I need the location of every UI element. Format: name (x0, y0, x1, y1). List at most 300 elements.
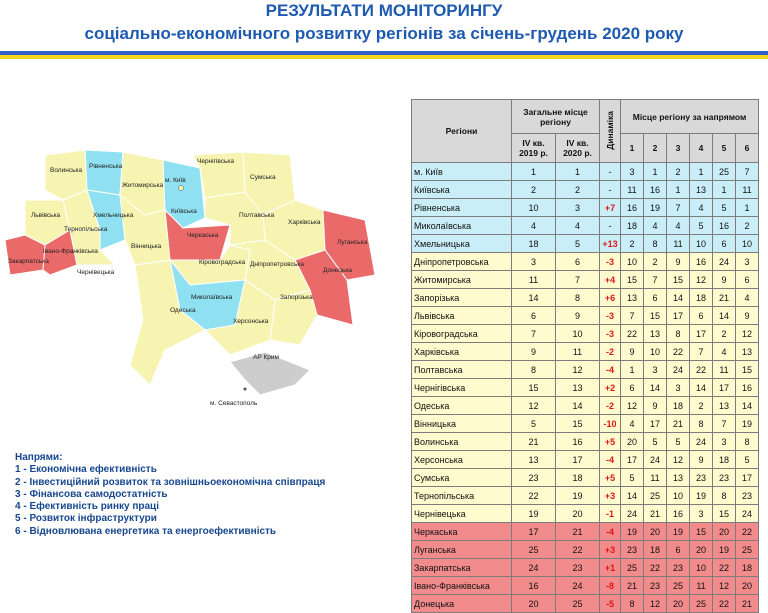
direction-3-cell: 2 (667, 163, 690, 181)
page-title: РЕЗУЛЬТАТИ МОНІТОРИНГУ (265, 1, 503, 20)
direction-1-cell: 15 (621, 271, 644, 289)
direction-4-cell: 15 (690, 523, 713, 541)
direction-3-cell: 6 (667, 541, 690, 559)
direction-5-cell: 20 (713, 523, 736, 541)
label-lvivska: Львівська (31, 212, 61, 219)
rank-2019-cell: 2 (512, 181, 556, 199)
direction-3-cell: 21 (667, 415, 690, 433)
direction-6-cell: 2 (736, 217, 759, 235)
col-header-dynamics (600, 100, 621, 163)
direction-6-cell: 13 (736, 343, 759, 361)
direction-3-cell: 24 (667, 361, 690, 379)
direction-3-cell: 4 (667, 217, 690, 235)
rank-2020-cell: 15 (556, 415, 600, 433)
region-name-cell: Рівненська (412, 199, 512, 217)
rank-2019-cell: 6 (512, 307, 556, 325)
region-name-cell: Донецька (412, 595, 512, 613)
rank-2019-cell: 16 (512, 577, 556, 595)
ranking-table-wrapper (411, 99, 759, 613)
direction-4-cell: 18 (690, 289, 713, 307)
region-name-cell: Хмельницька (412, 235, 512, 253)
direction-5-cell: 13 (713, 397, 736, 415)
table-row (412, 307, 759, 325)
table-row (412, 577, 759, 595)
rank-2019-cell: 19 (512, 505, 556, 523)
direction-6-cell: 23 (736, 487, 759, 505)
rank-2020-cell: 14 (556, 397, 600, 415)
direction-2-cell: 4 (644, 217, 667, 235)
region-name-cell: Одеська (412, 397, 512, 415)
direction-2-cell: 14 (644, 379, 667, 397)
dynamics-label: Динаміка (605, 110, 615, 150)
direction-4-cell: 8 (690, 415, 713, 433)
dynamics-cell: -2 (600, 397, 621, 415)
dynamics-cell: +1 (600, 559, 621, 577)
direction-3-cell: 8 (667, 325, 690, 343)
dynamics-cell: -8 (600, 577, 621, 595)
page-subtitle: соціально-економічного розвитку регіонів за січень-грудень 2020 року (84, 24, 684, 43)
direction-5-cell: 18 (713, 451, 736, 469)
direction-1-cell: 10 (621, 253, 644, 271)
rank-2020-cell: 7 (556, 271, 600, 289)
direction-4-cell: 24 (690, 433, 713, 451)
direction-1-cell: 18 (621, 217, 644, 235)
label-zaporizka: Запорізька (280, 294, 313, 301)
direction-3-cell: 19 (667, 523, 690, 541)
direction-2-cell: 5 (644, 433, 667, 451)
rank-2020-cell: 19 (556, 487, 600, 505)
direction-1-cell: 17 (621, 451, 644, 469)
table-row (412, 523, 759, 541)
direction-4-cell: 23 (690, 469, 713, 487)
col-header-d4: 4 (690, 134, 713, 163)
direction-3-cell: 15 (667, 271, 690, 289)
col-header-overall: Загальне місце регіону (512, 100, 600, 134)
region-name-cell: Закарпатська (412, 559, 512, 577)
label-donetska: Донецька (323, 267, 353, 274)
direction-5-cell: 12 (713, 577, 736, 595)
direction-1-cell: 9 (621, 343, 644, 361)
direction-3-cell: 10 (667, 487, 690, 505)
direction-2-cell: 6 (644, 289, 667, 307)
rank-2020-cell: 25 (556, 595, 600, 613)
rank-2020-cell: 10 (556, 325, 600, 343)
rank-2020-cell: 13 (556, 379, 600, 397)
region-name-cell: Дніпропетровська (412, 253, 512, 271)
direction-6-cell: 19 (736, 415, 759, 433)
direction-5-cell: 4 (713, 343, 736, 361)
table-row (412, 469, 759, 487)
rank-2019-cell: 10 (512, 199, 556, 217)
direction-2-cell: 22 (644, 559, 667, 577)
direction-5-cell: 5 (713, 199, 736, 217)
direction-3-cell: 12 (667, 451, 690, 469)
direction-2-cell: 24 (644, 451, 667, 469)
label-ivanofrankivska: Івано-Франківська (43, 248, 98, 255)
region-name-cell: Кіровоградська (412, 325, 512, 343)
direction-6-cell: 12 (736, 325, 759, 343)
col-header-d1: 1 (621, 134, 644, 163)
direction-5-cell: 3 (713, 433, 736, 451)
col-header-regions: Регіони (412, 100, 512, 163)
direction-5-cell: 24 (713, 253, 736, 271)
label-kyiv: м. Київ (165, 177, 186, 184)
region-name-cell: Тернопільська (412, 487, 512, 505)
direction-4-cell: 16 (690, 253, 713, 271)
direction-3-cell: 25 (667, 577, 690, 595)
direction-2-cell: 21 (644, 505, 667, 523)
label-kirovohradska: Кіровоградська (199, 259, 246, 266)
label-cherkaska: Черкаська (187, 232, 219, 239)
rank-2020-cell: 16 (556, 433, 600, 451)
direction-5-cell: 16 (713, 217, 736, 235)
col-header-d3: 3 (667, 134, 690, 163)
dynamics-cell: +3 (600, 487, 621, 505)
rank-2020-cell: 20 (556, 505, 600, 523)
direction-3-cell: 16 (667, 505, 690, 523)
direction-4-cell: 7 (690, 343, 713, 361)
direction-4-cell: 17 (690, 325, 713, 343)
direction-3-cell: 23 (667, 559, 690, 577)
sevastopol-marker (244, 388, 247, 391)
direction-2-cell: 23 (644, 577, 667, 595)
direction-2-cell: 18 (644, 541, 667, 559)
direction-6-cell: 5 (736, 451, 759, 469)
rank-2020-cell: 24 (556, 577, 600, 595)
label-odeska: Одеська (170, 307, 196, 314)
direction-6-cell: 1 (736, 199, 759, 217)
region-name-cell: Івано-Франківська (412, 577, 512, 595)
direction-1-cell: 23 (621, 541, 644, 559)
dynamics-cell: +7 (600, 199, 621, 217)
direction-6-cell: 16 (736, 379, 759, 397)
col-header-d6: 6 (736, 134, 759, 163)
direction-6-cell: 6 (736, 271, 759, 289)
label-zhytomyrska: Житомирська (122, 182, 164, 189)
direction-1-cell: 13 (621, 289, 644, 307)
direction-5-cell: 1 (713, 181, 736, 199)
region-name-cell: Харківська (412, 343, 512, 361)
region-name-cell: м. Київ (412, 163, 512, 181)
table-row (412, 415, 759, 433)
rank-2020-cell: 3 (556, 199, 600, 217)
label-ternopilska: Тернопільська (64, 226, 108, 233)
table-row (412, 235, 759, 253)
direction-2-cell: 2 (644, 253, 667, 271)
direction-5-cell: 7 (713, 415, 736, 433)
direction-1-cell: 25 (621, 559, 644, 577)
region-name-cell: Миколаївська (412, 217, 512, 235)
label-poltavska: Полтавська (239, 212, 275, 219)
kyiv-city-marker[interactable] (179, 186, 184, 191)
dynamics-cell: +13 (600, 235, 621, 253)
legend-item-6: 6 - Відновлювана енергетика та енергоефективність (15, 525, 277, 537)
dynamics-cell: - (600, 163, 621, 181)
region-name-cell: Житомирська (412, 271, 512, 289)
dynamics-cell: +5 (600, 433, 621, 451)
table-row (412, 325, 759, 343)
rank-2020-cell: 11 (556, 343, 600, 361)
table-row (412, 343, 759, 361)
direction-6-cell: 20 (736, 577, 759, 595)
label-kharkivska: Харківська (288, 219, 321, 226)
table-row (412, 271, 759, 289)
rank-2020-cell: 21 (556, 523, 600, 541)
table-row (412, 505, 759, 523)
direction-1-cell: 8 (621, 595, 644, 613)
direction-1-cell: 3 (621, 163, 644, 181)
region-name-cell: Вінницька (412, 415, 512, 433)
dynamics-cell: +4 (600, 271, 621, 289)
dynamics-cell: +6 (600, 289, 621, 307)
direction-6-cell: 18 (736, 559, 759, 577)
rank-2019-cell: 13 (512, 451, 556, 469)
direction-5-cell: 9 (713, 271, 736, 289)
direction-2-cell: 3 (644, 361, 667, 379)
dynamics-cell: +5 (600, 469, 621, 487)
direction-4-cell: 2 (690, 397, 713, 415)
dynamics-cell: - (600, 217, 621, 235)
rank-2019-cell: 11 (512, 271, 556, 289)
direction-6-cell: 9 (736, 307, 759, 325)
region-name-cell: Київська (412, 181, 512, 199)
table-row (412, 253, 759, 271)
region-rivnenska[interactable] (85, 150, 123, 195)
col-header-q4-2020: IV кв. 2020 р. (556, 134, 600, 163)
direction-2-cell: 20 (644, 523, 667, 541)
legend-item-5: 5 - Розвиток інфраструктури (15, 513, 157, 525)
direction-5-cell: 14 (713, 307, 736, 325)
ukraine-map (5, 100, 405, 410)
table-row (412, 289, 759, 307)
region-name-cell: Запорізька (412, 289, 512, 307)
region-name-cell: Львівська (412, 307, 512, 325)
dynamics-cell: -2 (600, 343, 621, 361)
direction-4-cell: 4 (690, 199, 713, 217)
region-name-cell: Херсонська (412, 451, 512, 469)
direction-6-cell: 10 (736, 235, 759, 253)
table-row (412, 595, 759, 613)
table-row (412, 541, 759, 559)
label-zakarpatska: Закарпатська (8, 258, 49, 265)
region-name-cell: Чернігівська (412, 379, 512, 397)
dynamics-cell: -3 (600, 325, 621, 343)
legend-item-3: 3 - Фінансова самодостатність (15, 488, 168, 500)
rank-2020-cell: 17 (556, 451, 600, 469)
legend-item-2: 2 - Інвестиційний розвиток та зовнішньоекономічна співпраця (15, 476, 326, 488)
label-khersonska: Херсонська (233, 318, 269, 325)
direction-1-cell: 12 (621, 397, 644, 415)
rank-2020-cell: 2 (556, 181, 600, 199)
direction-5-cell: 6 (713, 235, 736, 253)
direction-3-cell: 13 (667, 469, 690, 487)
col-header-by-direction: Місце регіону за напрямом (621, 100, 759, 134)
rank-2019-cell: 7 (512, 325, 556, 343)
direction-6-cell: 25 (736, 541, 759, 559)
direction-4-cell: 13 (690, 181, 713, 199)
rank-2019-cell: 4 (512, 217, 556, 235)
direction-6-cell: 8 (736, 433, 759, 451)
label-vinnytska: Вінницька (131, 243, 162, 250)
rank-2020-cell: 22 (556, 541, 600, 559)
direction-6-cell: 24 (736, 505, 759, 523)
table-row (412, 451, 759, 469)
direction-6-cell: 17 (736, 469, 759, 487)
rank-2019-cell: 8 (512, 361, 556, 379)
direction-2-cell: 8 (644, 235, 667, 253)
table-row (412, 433, 759, 451)
region-name-cell: Луганська (412, 541, 512, 559)
direction-4-cell: 19 (690, 487, 713, 505)
direction-4-cell: 1 (690, 163, 713, 181)
table-row (412, 217, 759, 235)
direction-1-cell: 11 (621, 181, 644, 199)
label-chernihivska: Чернігівська (197, 158, 235, 165)
dynamics-cell: -4 (600, 523, 621, 541)
direction-5-cell: 19 (713, 541, 736, 559)
direction-6-cell: 7 (736, 163, 759, 181)
rank-2020-cell: 5 (556, 235, 600, 253)
dynamics-cell: -3 (600, 307, 621, 325)
direction-4-cell: 11 (690, 577, 713, 595)
direction-5-cell: 8 (713, 487, 736, 505)
region-name-cell: Чернівецька (412, 505, 512, 523)
rank-2019-cell: 22 (512, 487, 556, 505)
direction-2-cell: 25 (644, 487, 667, 505)
direction-2-cell: 17 (644, 415, 667, 433)
direction-5-cell: 2 (713, 325, 736, 343)
direction-1-cell: 6 (621, 379, 644, 397)
direction-2-cell: 10 (644, 343, 667, 361)
table-row (412, 181, 759, 199)
direction-3-cell: 1 (667, 181, 690, 199)
rank-2020-cell: 12 (556, 361, 600, 379)
rank-2019-cell: 20 (512, 595, 556, 613)
direction-5-cell: 25 (713, 163, 736, 181)
direction-3-cell: 18 (667, 397, 690, 415)
direction-4-cell: 10 (690, 559, 713, 577)
direction-3-cell: 9 (667, 253, 690, 271)
direction-4-cell: 3 (690, 505, 713, 523)
direction-2-cell: 12 (644, 595, 667, 613)
direction-1-cell: 4 (621, 415, 644, 433)
direction-3-cell: 5 (667, 433, 690, 451)
rank-2020-cell: 6 (556, 253, 600, 271)
legend (15, 452, 325, 538)
rank-2019-cell: 24 (512, 559, 556, 577)
dynamics-cell: -4 (600, 361, 621, 379)
col-header-d5: 5 (713, 134, 736, 163)
dynamics-cell: -4 (600, 451, 621, 469)
legend-item-4: 4 - Ефективність ринку праці (15, 501, 159, 513)
direction-6-cell: 4 (736, 289, 759, 307)
col-header-d2: 2 (644, 134, 667, 163)
ranking-table (411, 99, 759, 613)
rank-2020-cell: 1 (556, 163, 600, 181)
direction-5-cell: 11 (713, 361, 736, 379)
rank-2019-cell: 12 (512, 397, 556, 415)
direction-4-cell: 20 (690, 541, 713, 559)
rank-2019-cell: 25 (512, 541, 556, 559)
table-row (412, 163, 759, 181)
table-row (412, 487, 759, 505)
direction-2-cell: 16 (644, 181, 667, 199)
direction-4-cell: 12 (690, 271, 713, 289)
direction-4-cell: 5 (690, 217, 713, 235)
dynamics-cell: -5 (600, 595, 621, 613)
direction-1-cell: 20 (621, 433, 644, 451)
label-chernivetska: Чернівецька (77, 269, 115, 276)
flag-stripe-yellow (0, 55, 768, 59)
dynamics-cell: +3 (600, 541, 621, 559)
direction-1-cell: 2 (621, 235, 644, 253)
direction-1-cell: 1 (621, 361, 644, 379)
rank-2019-cell: 23 (512, 469, 556, 487)
direction-2-cell: 15 (644, 307, 667, 325)
label-crimea: АР Крим (253, 354, 279, 361)
direction-3-cell: 14 (667, 289, 690, 307)
direction-5-cell: 23 (713, 469, 736, 487)
direction-2-cell: 7 (644, 271, 667, 289)
direction-5-cell: 17 (713, 379, 736, 397)
direction-5-cell: 15 (713, 505, 736, 523)
dynamics-cell: +2 (600, 379, 621, 397)
direction-2-cell: 11 (644, 469, 667, 487)
direction-2-cell: 13 (644, 325, 667, 343)
label-rivnenska: Рівненська (89, 163, 123, 170)
label-luhanska: Луганська (337, 239, 368, 246)
direction-3-cell: 3 (667, 379, 690, 397)
table-row (412, 397, 759, 415)
rank-2019-cell: 18 (512, 235, 556, 253)
direction-2-cell: 19 (644, 199, 667, 217)
direction-6-cell: 14 (736, 397, 759, 415)
col-header-q4-2019: IV кв. 2019 р. (512, 134, 556, 163)
direction-1-cell: 24 (621, 505, 644, 523)
direction-6-cell: 11 (736, 181, 759, 199)
dynamics-cell: -3 (600, 253, 621, 271)
rank-2019-cell: 5 (512, 415, 556, 433)
label-volynska: Волинська (50, 167, 83, 174)
region-name-cell: Полтавська (412, 361, 512, 379)
region-name-cell: Черкаська (412, 523, 512, 541)
rank-2019-cell: 17 (512, 523, 556, 541)
direction-2-cell: 1 (644, 163, 667, 181)
rank-2020-cell: 23 (556, 559, 600, 577)
rank-2020-cell: 4 (556, 217, 600, 235)
direction-6-cell: 22 (736, 523, 759, 541)
dynamics-cell: -1 (600, 505, 621, 523)
table-row (412, 199, 759, 217)
region-name-cell: Волинська (412, 433, 512, 451)
rank-2019-cell: 14 (512, 289, 556, 307)
direction-1-cell: 5 (621, 469, 644, 487)
rank-2020-cell: 8 (556, 289, 600, 307)
dynamics-cell: -10 (600, 415, 621, 433)
table-row (412, 361, 759, 379)
direction-5-cell: 22 (713, 559, 736, 577)
direction-3-cell: 11 (667, 235, 690, 253)
direction-1-cell: 16 (621, 199, 644, 217)
direction-5-cell: 21 (713, 289, 736, 307)
direction-4-cell: 6 (690, 307, 713, 325)
direction-2-cell: 9 (644, 397, 667, 415)
direction-3-cell: 7 (667, 199, 690, 217)
label-mykolaivska: Миколаївська (191, 294, 233, 301)
direction-1-cell: 22 (621, 325, 644, 343)
direction-6-cell: 3 (736, 253, 759, 271)
direction-3-cell: 20 (667, 595, 690, 613)
